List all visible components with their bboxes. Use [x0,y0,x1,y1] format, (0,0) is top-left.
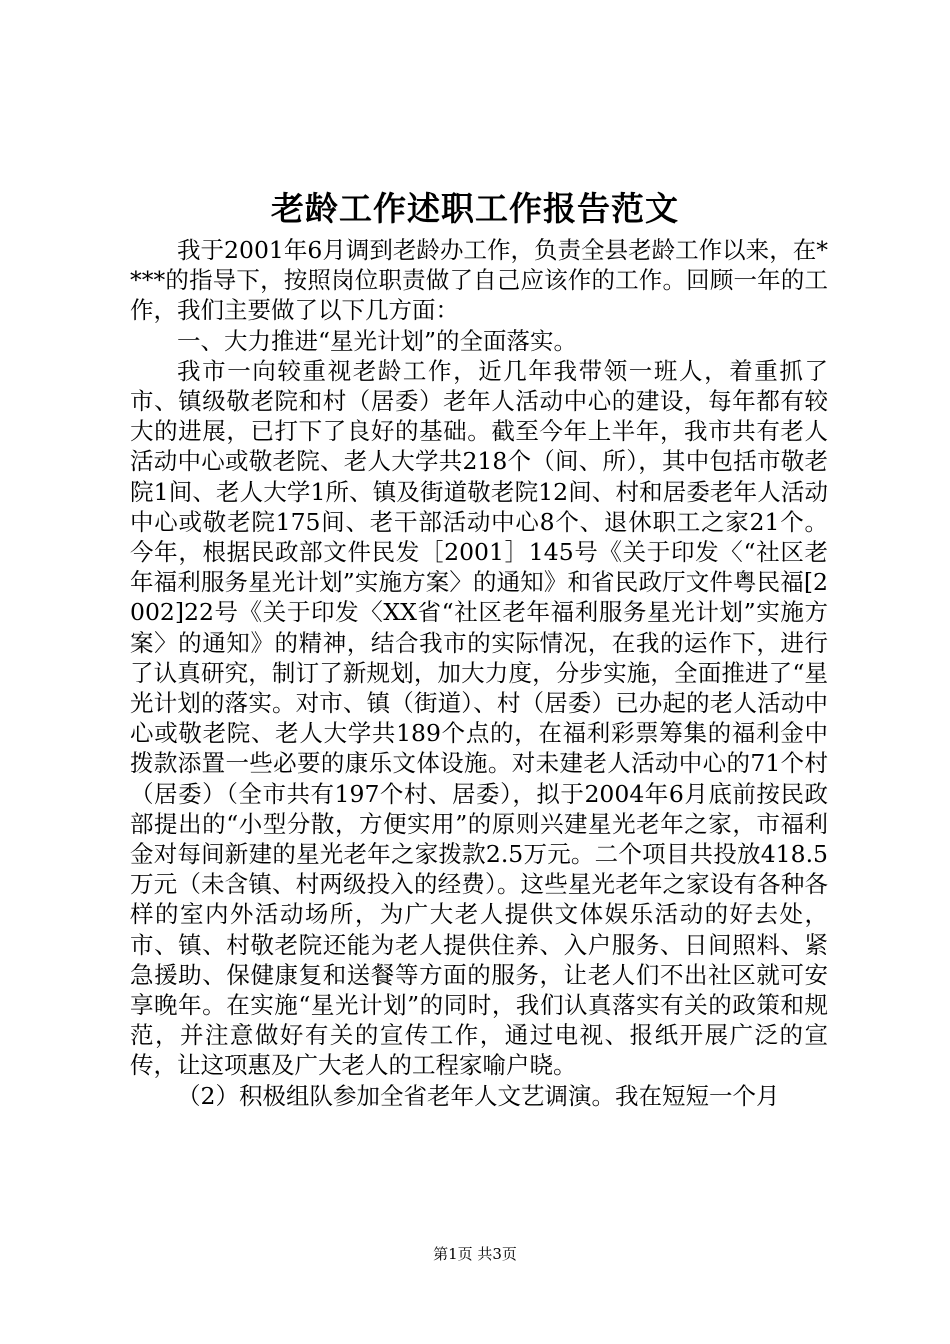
paragraph-intro: 我于2001年6月调到老龄办工作，负责全县老龄工作以来，在****的指导下，按照岗位职责做了自己应该作的工作。回顾一年的工作，我们主要做了以下几方面： [130,236,828,325]
document-title: 老龄工作述职工作报告范文 [271,189,679,228]
paragraph-section-heading: 一、大力推进“星光计划”的全面落实。 [177,326,578,355]
page-footer: 第1页 共3页 [433,1245,517,1263]
document-body [130,235,828,1111]
paragraph-star-plan: 我市一向较重视老龄工作，近几年我带领一班人，着重抓了市、镇级敬老院和村（居委）老年人活动中心的建设，每年都有较大的进展，已打下了良好的基础。截至今年上半年，我市共有老人活动中心或敬老院、老人大学共218个（间、所），其中包括市敬老院1间、老人大学1所、镇及街道敬老院12间、村和居委老年人活动中心或敬老院175间、老干部活动中心8个、退休职工之家21个。今年，根据民政部文件民发［2001］145号《关于印发〈“社区老年福利服务星光计划”实施方案〉的通知》和省民政厅文件粤民福[2002]22号《关于印发〈XX省“社区老年福利服务星光计划”实施方案〉的通知》的精神，结合我市的实际情况，在我的运作下，进行了认真研究，制订了新规划，加大力度，分步实施，全面推进了“星光计划的落实。对市、镇（街道）、村（居委）已办起的老人活动中心或敬老院、老人大学共189个点的，在福利彩票筹集的福利金中拨款添置一些必要的康乐文体设施。对未建老人活动中心的71个村（居委）（全市共有197个村、居委），拟于2004年6月底前按民政部提出的“小型分散，方便实用”的原则兴建星光老年之家，市福利金对每间新建的星光老年之家拨款2.5万元。二个项目共投放418.5万元（未含镇、村两级投入的经费）。这些星光老年之家设有各种各样的室内外活动场所，为广大老人提供文体娱乐活动的好去处，市、镇、村敬老院还能为老人提供住养、入户服务、日间照料、紧急援助、保健康复和送餐等方面的服务，让老人们不出社区就可安享晚年。在实施“星光计划”的同时，我们认真落实有关的政策和规范，并注意做好有关的宣传工作，通过电视、报纸开展广泛的宣传，让这项惠及广大老人的工程家喻户晓。 [130,356,828,1080]
paragraph-art-performance: （2）积极组队参加全省老年人文艺调演。我在短短一个月 [177,1081,780,1110]
